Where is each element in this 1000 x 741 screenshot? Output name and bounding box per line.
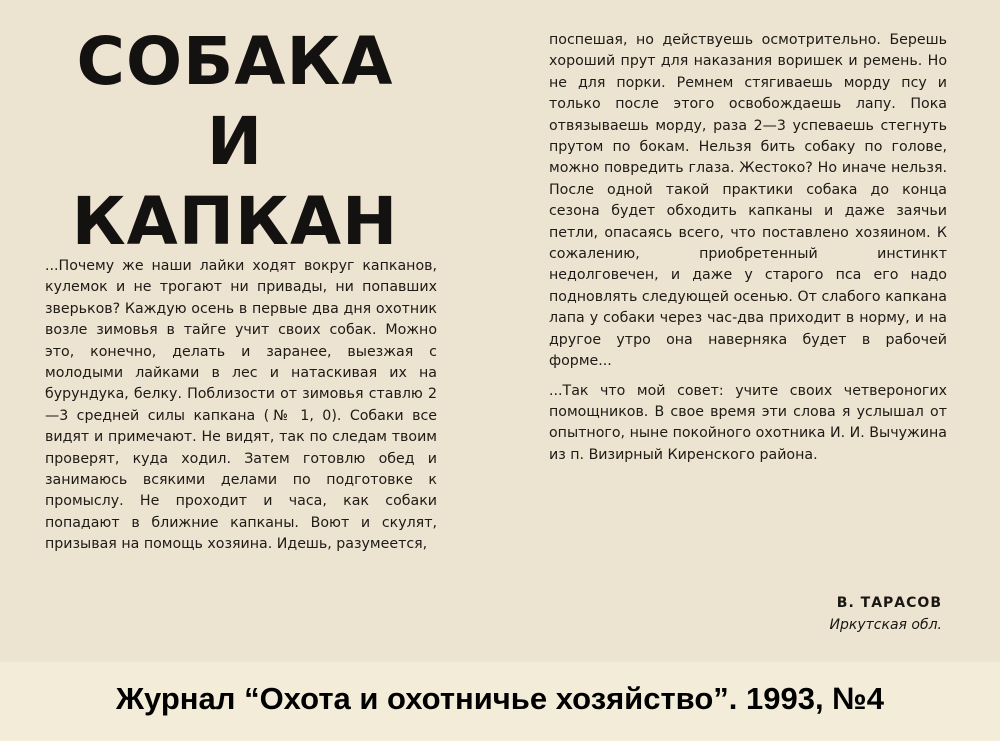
right-paragraph-1: поспешая, но действуешь осмотрительно. Берешь хороший прут для наказания воришек и ремень. Но не для порки. Ремнем стягиваешь морду псу и только после этого освобождаешь лапу. Пока отвязываешь морду, раза 2—3 успеваешь стегнуть прутом по бокам. Нельзя бить собаку по голове, можно повредить глаза. Жестоко? Но иначе нельзя. После одной такой практики собака до конца сезона будет обходить капканы и даже заячьи петли, опасаясь всего, что поставлено хозяином. К сожалению, приобретенный инстинкт недолговечен, и даже у старого пса его надо подновлять следующей осенью. От слабого капкана лапа у собаки через час-два приходит в норму, и на другое утро она наверняка будет в рабочей форме...	[549, 32, 947, 370]
author-region: Иркутская обл.	[829, 617, 942, 633]
left-column	[45, 256, 437, 556]
source-caption: Журнал “Охота и охотничье хозяйство”. 1993, №4	[116, 681, 884, 716]
right-paragraph-2: ...Так что мой совет: учите своих четвероногих помощников. В свое время эти слова я услышал от опытного, ныне покойного охотника И. И. Вычужина из п. Визирный Киренского района.	[549, 382, 947, 463]
right-column	[549, 30, 947, 466]
article-title	[60, 22, 410, 262]
title-line-2: И	[206, 103, 264, 180]
left-paragraph: ...Почему же наши лайки ходят вокруг капканов, кулемок и не трогают ни привады, ни попавших зверьков? Каждую осень в первые два дня охотник возле зимовья в тайге учит своих собак. Можно это, конечно, делать и заранее, выезжая с молодыми лайками в лес и натаскивая их на бурундука, белку. Поблизости от зимовья ставлю 2—3 средней силы капкана (№ 1, 0). Собаки все видят и примечают. Не видят, так по следам твоим проверят, куда ходил. Затем готовлю обед и занимаюсь всякими делами по подготовке к промыслу. Не проходит и часа, как собаки попадают в ближние капканы. Воют и скулят, призывая на помощь хозяина. Идешь, разумеется,	[45, 258, 437, 553]
author-name: В. ТАРАСОВ	[836, 595, 942, 611]
signature	[830, 592, 942, 636]
title-line-1: СОБАКА	[76, 23, 394, 100]
title-line-3: КАПКАН	[71, 183, 399, 260]
